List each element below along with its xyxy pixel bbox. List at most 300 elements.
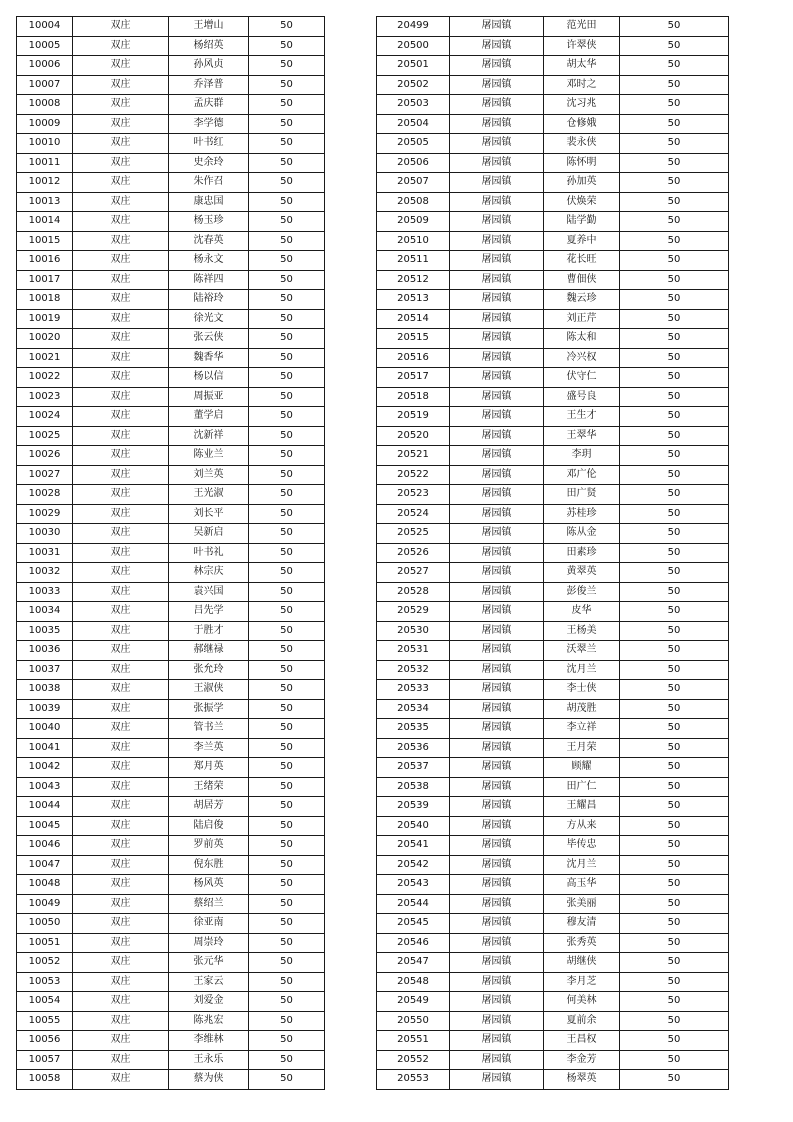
- id-cell: 10023: [17, 387, 73, 407]
- town-cell: 双庄: [73, 582, 169, 602]
- table-row: [377, 134, 729, 154]
- table-row: [377, 816, 729, 836]
- town-cell: 屠园镇: [450, 836, 544, 856]
- amount-cell: 50: [620, 251, 729, 271]
- amount-cell: 50: [249, 621, 325, 641]
- amount-cell: 50: [620, 153, 729, 173]
- id-cell: 20551: [377, 1031, 450, 1051]
- table-row: [17, 504, 325, 524]
- amount-cell: 50: [249, 524, 325, 544]
- id-cell: 20507: [377, 173, 450, 193]
- table-row: [377, 719, 729, 739]
- name-cell: 李立祥: [544, 719, 620, 739]
- id-cell: 20508: [377, 192, 450, 212]
- amount-cell: 50: [249, 36, 325, 56]
- amount-cell: 50: [620, 543, 729, 563]
- town-cell: 屠园镇: [450, 348, 544, 368]
- id-cell: 20544: [377, 894, 450, 914]
- amount-cell: 50: [620, 719, 729, 739]
- id-cell: 10035: [17, 621, 73, 641]
- table-row: [377, 738, 729, 758]
- table-row: [17, 563, 325, 583]
- town-cell: 屠园镇: [450, 738, 544, 758]
- id-cell: 10005: [17, 36, 73, 56]
- id-cell: 10013: [17, 192, 73, 212]
- town-cell: 屠园镇: [450, 855, 544, 875]
- town-cell: 屠园镇: [450, 719, 544, 739]
- name-cell: 王昌权: [544, 1031, 620, 1051]
- town-cell: 屠园镇: [450, 1031, 544, 1051]
- id-cell: 10020: [17, 329, 73, 349]
- amount-cell: 50: [249, 738, 325, 758]
- town-cell: 双庄: [73, 524, 169, 544]
- town-cell: 双庄: [73, 797, 169, 817]
- name-cell: 夏前余: [544, 1011, 620, 1031]
- town-cell: 屠园镇: [450, 465, 544, 485]
- name-cell: 叶书红: [169, 134, 249, 154]
- name-cell: 郝继禄: [169, 641, 249, 661]
- table-row: [377, 914, 729, 934]
- id-cell: 10028: [17, 485, 73, 505]
- table-row: [17, 17, 325, 37]
- table-row: [377, 524, 729, 544]
- town-cell: 双庄: [73, 426, 169, 446]
- town-cell: 双庄: [73, 387, 169, 407]
- name-cell: 穆友清: [544, 914, 620, 934]
- amount-cell: 50: [249, 758, 325, 778]
- town-cell: 屠园镇: [450, 114, 544, 134]
- table-row: [17, 738, 325, 758]
- name-cell: 田广贤: [544, 485, 620, 505]
- id-cell: 20546: [377, 933, 450, 953]
- town-cell: 屠园镇: [450, 251, 544, 271]
- town-cell: 双庄: [73, 543, 169, 563]
- town-cell: 双庄: [73, 36, 169, 56]
- table-row: [377, 368, 729, 388]
- amount-cell: 50: [249, 680, 325, 700]
- id-cell: 10039: [17, 699, 73, 719]
- amount-cell: 50: [620, 738, 729, 758]
- amount-cell: 50: [249, 641, 325, 661]
- amount-cell: 50: [620, 270, 729, 290]
- town-cell: 屠园镇: [450, 875, 544, 895]
- id-cell: 10046: [17, 836, 73, 856]
- amount-cell: 50: [620, 309, 729, 329]
- id-cell: 20552: [377, 1050, 450, 1070]
- table-row: [17, 602, 325, 622]
- name-cell: 陆裕玲: [169, 290, 249, 310]
- id-cell: 20521: [377, 446, 450, 466]
- id-cell: 20545: [377, 914, 450, 934]
- id-cell: 10032: [17, 563, 73, 583]
- table-row: [17, 543, 325, 563]
- amount-cell: 50: [620, 329, 729, 349]
- name-cell: 周崇玲: [169, 933, 249, 953]
- amount-cell: 50: [620, 134, 729, 154]
- amount-cell: 50: [620, 1050, 729, 1070]
- name-cell: 张振学: [169, 699, 249, 719]
- table-row: [17, 582, 325, 602]
- name-cell: 董学启: [169, 407, 249, 427]
- amount-cell: 50: [249, 329, 325, 349]
- name-cell: 沈习兆: [544, 95, 620, 115]
- table-row: [377, 543, 729, 563]
- name-cell: 杨以信: [169, 368, 249, 388]
- id-cell: 20530: [377, 621, 450, 641]
- amount-cell: 50: [620, 368, 729, 388]
- town-cell: 屠园镇: [450, 173, 544, 193]
- id-cell: 20523: [377, 485, 450, 505]
- name-cell: 徐光文: [169, 309, 249, 329]
- name-cell: 王杨美: [544, 621, 620, 641]
- id-cell: 10008: [17, 95, 73, 115]
- id-cell: 10049: [17, 894, 73, 914]
- town-cell: 屠园镇: [450, 543, 544, 563]
- town-cell: 屠园镇: [450, 368, 544, 388]
- name-cell: 吴新启: [169, 524, 249, 544]
- town-cell: 双庄: [73, 95, 169, 115]
- id-cell: 10026: [17, 446, 73, 466]
- town-cell: 屠园镇: [450, 524, 544, 544]
- id-cell: 20539: [377, 797, 450, 817]
- id-cell: 20537: [377, 758, 450, 778]
- table-row: [17, 173, 325, 193]
- amount-cell: 50: [249, 563, 325, 583]
- amount-cell: 50: [249, 816, 325, 836]
- name-cell: 刘兰英: [169, 465, 249, 485]
- name-cell: 陈业兰: [169, 446, 249, 466]
- table-row: [17, 933, 325, 953]
- town-cell: 双庄: [73, 1070, 169, 1090]
- name-cell: 邓广伦: [544, 465, 620, 485]
- name-cell: 袁兴国: [169, 582, 249, 602]
- town-cell: 双庄: [73, 1050, 169, 1070]
- town-cell: 屠园镇: [450, 329, 544, 349]
- name-cell: 裴永侠: [544, 134, 620, 154]
- town-cell: 屠园镇: [450, 212, 544, 232]
- amount-cell: 50: [620, 173, 729, 193]
- id-cell: 20531: [377, 641, 450, 661]
- town-cell: 屠园镇: [450, 992, 544, 1012]
- name-cell: 朱作召: [169, 173, 249, 193]
- name-cell: 陈太和: [544, 329, 620, 349]
- name-cell: 范光田: [544, 17, 620, 37]
- table-row: [377, 212, 729, 232]
- name-cell: 李学德: [169, 114, 249, 134]
- town-cell: 双庄: [73, 270, 169, 290]
- town-cell: 双庄: [73, 816, 169, 836]
- name-cell: 伏守仁: [544, 368, 620, 388]
- id-cell: 10041: [17, 738, 73, 758]
- amount-cell: 50: [249, 543, 325, 563]
- town-cell: 双庄: [73, 114, 169, 134]
- town-cell: 双庄: [73, 777, 169, 797]
- id-cell: 10054: [17, 992, 73, 1012]
- amount-cell: 50: [249, 582, 325, 602]
- amount-cell: 50: [620, 680, 729, 700]
- id-cell: 20512: [377, 270, 450, 290]
- amount-cell: 50: [249, 446, 325, 466]
- table-row: [17, 348, 325, 368]
- town-cell: 双庄: [73, 1011, 169, 1031]
- town-cell: 屠园镇: [450, 582, 544, 602]
- amount-cell: 50: [249, 836, 325, 856]
- name-cell: 管书兰: [169, 719, 249, 739]
- town-cell: 双庄: [73, 485, 169, 505]
- town-cell: 双庄: [73, 173, 169, 193]
- amount-cell: 50: [249, 95, 325, 115]
- table-row: [17, 875, 325, 895]
- table-row: [377, 114, 729, 134]
- name-cell: 王耀昌: [544, 797, 620, 817]
- table-row: [377, 641, 729, 661]
- name-cell: 顾耀: [544, 758, 620, 778]
- id-cell: 20528: [377, 582, 450, 602]
- town-cell: 双庄: [73, 641, 169, 661]
- name-cell: 王翠华: [544, 426, 620, 446]
- town-cell: 双庄: [73, 1031, 169, 1051]
- name-cell: 孙加英: [544, 173, 620, 193]
- town-cell: 屠园镇: [450, 797, 544, 817]
- table-row: [17, 1031, 325, 1051]
- table-row: [377, 933, 729, 953]
- town-cell: 双庄: [73, 875, 169, 895]
- name-cell: 李士侠: [544, 680, 620, 700]
- table-row: [17, 816, 325, 836]
- town-cell: 屠园镇: [450, 914, 544, 934]
- amount-cell: 50: [249, 114, 325, 134]
- table-row: [17, 660, 325, 680]
- table-row: [17, 680, 325, 700]
- id-cell: 10053: [17, 972, 73, 992]
- amount-cell: 50: [249, 290, 325, 310]
- table-row: [17, 465, 325, 485]
- name-cell: 刘正芹: [544, 309, 620, 329]
- id-cell: 20548: [377, 972, 450, 992]
- amount-cell: 50: [249, 1050, 325, 1070]
- amount-cell: 50: [620, 17, 729, 37]
- name-cell: 张元华: [169, 953, 249, 973]
- name-cell: 罗前英: [169, 836, 249, 856]
- id-cell: 20518: [377, 387, 450, 407]
- name-cell: 胡继侠: [544, 953, 620, 973]
- id-cell: 10033: [17, 582, 73, 602]
- amount-cell: 50: [249, 465, 325, 485]
- amount-cell: 50: [249, 192, 325, 212]
- town-cell: 双庄: [73, 738, 169, 758]
- id-cell: 20529: [377, 602, 450, 622]
- id-cell: 20499: [377, 17, 450, 37]
- table-row: [17, 758, 325, 778]
- table-row: [17, 426, 325, 446]
- town-cell: 双庄: [73, 56, 169, 76]
- table-row: [377, 1070, 729, 1090]
- id-cell: 20527: [377, 563, 450, 583]
- id-cell: 20526: [377, 543, 450, 563]
- id-cell: 10037: [17, 660, 73, 680]
- id-cell: 20511: [377, 251, 450, 271]
- amount-cell: 50: [620, 290, 729, 310]
- amount-cell: 50: [249, 602, 325, 622]
- amount-cell: 50: [249, 368, 325, 388]
- table-row: [377, 621, 729, 641]
- table-row: [17, 251, 325, 271]
- town-cell: 双庄: [73, 329, 169, 349]
- table-row: [377, 563, 729, 583]
- id-cell: 20516: [377, 348, 450, 368]
- town-cell: 双庄: [73, 368, 169, 388]
- amount-cell: 50: [249, 894, 325, 914]
- name-cell: 杨翠英: [544, 1070, 620, 1090]
- table-row: [17, 114, 325, 134]
- table-row: [17, 641, 325, 661]
- id-cell: 10029: [17, 504, 73, 524]
- amount-cell: 50: [249, 387, 325, 407]
- id-cell: 10016: [17, 251, 73, 271]
- name-cell: 陈兆宏: [169, 1011, 249, 1031]
- town-cell: 屠园镇: [450, 485, 544, 505]
- name-cell: 田素珍: [544, 543, 620, 563]
- table-row: [377, 446, 729, 466]
- table-row: [377, 875, 729, 895]
- amount-cell: 50: [620, 933, 729, 953]
- table-row: [377, 504, 729, 524]
- table-row: [377, 95, 729, 115]
- amount-cell: 50: [620, 212, 729, 232]
- amount-cell: 50: [620, 446, 729, 466]
- amount-cell: 50: [620, 914, 729, 934]
- table-row: [17, 621, 325, 641]
- id-cell: 20510: [377, 231, 450, 251]
- table-row: [17, 524, 325, 544]
- id-cell: 20536: [377, 738, 450, 758]
- amount-cell: 50: [620, 972, 729, 992]
- amount-cell: 50: [249, 485, 325, 505]
- id-cell: 20543: [377, 875, 450, 895]
- table-row: [377, 75, 729, 95]
- amount-cell: 50: [249, 309, 325, 329]
- id-cell: 20540: [377, 816, 450, 836]
- id-cell: 10055: [17, 1011, 73, 1031]
- amount-cell: 50: [620, 836, 729, 856]
- name-cell: 蔡绍兰: [169, 894, 249, 914]
- amount-cell: 50: [620, 894, 729, 914]
- name-cell: 陈怀明: [544, 153, 620, 173]
- name-cell: 杨风英: [169, 875, 249, 895]
- id-cell: 20513: [377, 290, 450, 310]
- town-cell: 屠园镇: [450, 1011, 544, 1031]
- amount-cell: 50: [620, 582, 729, 602]
- roster-table-left-body: [17, 17, 325, 1090]
- table-row: [17, 894, 325, 914]
- name-cell: 许翠侠: [544, 36, 620, 56]
- name-cell: 陆启俊: [169, 816, 249, 836]
- name-cell: 张秀英: [544, 933, 620, 953]
- amount-cell: 50: [249, 914, 325, 934]
- table-row: [17, 309, 325, 329]
- id-cell: 20522: [377, 465, 450, 485]
- id-cell: 10018: [17, 290, 73, 310]
- name-cell: 李维林: [169, 1031, 249, 1051]
- name-cell: 魏香华: [169, 348, 249, 368]
- amount-cell: 50: [249, 17, 325, 37]
- table-row: [377, 465, 729, 485]
- table-row: [17, 407, 325, 427]
- id-cell: 20519: [377, 407, 450, 427]
- id-cell: 10052: [17, 953, 73, 973]
- name-cell: 皮华: [544, 602, 620, 622]
- table-row: [377, 36, 729, 56]
- amount-cell: 50: [620, 621, 729, 641]
- id-cell: 20549: [377, 992, 450, 1012]
- amount-cell: 50: [249, 933, 325, 953]
- name-cell: 杨玉珍: [169, 212, 249, 232]
- amount-cell: 50: [620, 95, 729, 115]
- amount-cell: 50: [620, 407, 729, 427]
- amount-cell: 50: [620, 641, 729, 661]
- town-cell: 屠园镇: [450, 290, 544, 310]
- table-row: [377, 290, 729, 310]
- id-cell: 20501: [377, 56, 450, 76]
- amount-cell: 50: [620, 602, 729, 622]
- table-row: [17, 95, 325, 115]
- id-cell: 10012: [17, 173, 73, 193]
- town-cell: 屠园镇: [450, 563, 544, 583]
- table-row: [17, 485, 325, 505]
- table-row: [17, 855, 325, 875]
- amount-cell: 50: [249, 699, 325, 719]
- amount-cell: 50: [249, 407, 325, 427]
- name-cell: 张美丽: [544, 894, 620, 914]
- name-cell: 刘爱金: [169, 992, 249, 1012]
- table-row: [17, 699, 325, 719]
- id-cell: 20515: [377, 329, 450, 349]
- table-row: [17, 992, 325, 1012]
- amount-cell: 50: [249, 153, 325, 173]
- town-cell: 双庄: [73, 75, 169, 95]
- table-row: [377, 485, 729, 505]
- town-cell: 屠园镇: [450, 894, 544, 914]
- name-cell: 胡茂胜: [544, 699, 620, 719]
- name-cell: 乔泽普: [169, 75, 249, 95]
- amount-cell: 50: [249, 1070, 325, 1090]
- amount-cell: 50: [620, 426, 729, 446]
- id-cell: 20506: [377, 153, 450, 173]
- id-cell: 20542: [377, 855, 450, 875]
- town-cell: 双庄: [73, 660, 169, 680]
- amount-cell: 50: [620, 563, 729, 583]
- id-cell: 10006: [17, 56, 73, 76]
- name-cell: 王光淑: [169, 485, 249, 505]
- amount-cell: 50: [249, 719, 325, 739]
- id-cell: 10034: [17, 602, 73, 622]
- town-cell: 屠园镇: [450, 777, 544, 797]
- amount-cell: 50: [620, 465, 729, 485]
- name-cell: 沃翠兰: [544, 641, 620, 661]
- name-cell: 曹佃侠: [544, 270, 620, 290]
- town-cell: 双庄: [73, 719, 169, 739]
- name-cell: 高玉华: [544, 875, 620, 895]
- town-cell: 双庄: [73, 933, 169, 953]
- id-cell: 20504: [377, 114, 450, 134]
- amount-cell: 50: [249, 270, 325, 290]
- table-row: [377, 699, 729, 719]
- table-row: [377, 972, 729, 992]
- table-row: [377, 992, 729, 1012]
- table-row: [377, 251, 729, 271]
- table-row: [377, 777, 729, 797]
- name-cell: 何美林: [544, 992, 620, 1012]
